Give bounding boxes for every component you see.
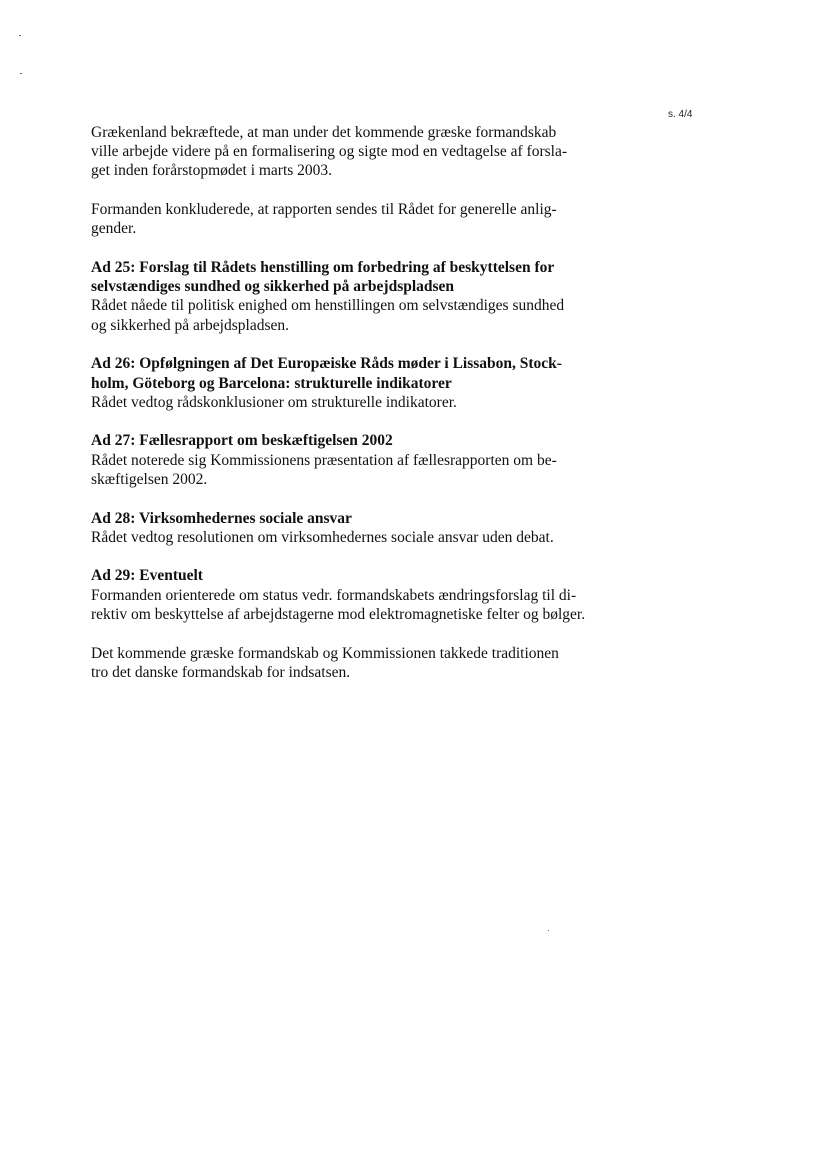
scan-artifact <box>20 73 22 74</box>
agenda-item-text: Rådet noterede sig Kommissionens præsentation af fællesrapporten om be- skæftigelsen 2002. <box>91 451 557 488</box>
agenda-item-25 <box>91 258 621 335</box>
document-body <box>91 123 621 701</box>
agenda-item-heading: Ad 28: Virksomhedernes sociale ansvar <box>91 509 352 527</box>
scan-artifact <box>19 35 21 36</box>
page-number: s. 4/4 <box>668 109 693 120</box>
agenda-item-29 <box>91 566 621 624</box>
agenda-item-28 <box>91 509 621 547</box>
agenda-item-27 <box>91 431 621 489</box>
agenda-item-text: Rådet nåede til politisk enighed om henstillingen om selvstændiges sundhed og sikkerhed på arbejdspladsen. <box>91 297 565 334</box>
agenda-item-heading: Ad 29: Eventuelt <box>91 567 203 585</box>
agenda-item-text: Rådet vedtog resolutionen om virksomhedernes sociale ansvar uden debat. <box>91 528 554 546</box>
agenda-item-heading: Ad 25: Forslag til Rådets henstilling om forbedring af beskyttelsen for selvstændiges sundhed og sikkerhed på arbejdspladsen <box>91 259 555 296</box>
agenda-item-heading: Ad 27: Fællesrapport om beskæftigelsen 2002 <box>91 432 393 450</box>
agenda-item-26 <box>91 354 621 412</box>
intro-paragraph: Grækenland bekræftede, at man under det kommende græske formandskab ville arbejde videre på en formalisering og sigte mod en vedtagelse af forsla- get inden forårstopmødet i marts 2003. <box>91 124 568 180</box>
agenda-item-text: Formanden orienterede om status vedr. formandskabets ændringsforslag til di- rektiv om beskyttelse af arbejdstagerne mod elektromagnetiske felter og bølger. <box>91 586 586 623</box>
agenda-item-heading: Ad 26: Opfølgningen af Det Europæiske Råds møder i Lissabon, Stock- holm, Göteborg og Barcelona: strukturelle indikatorer <box>91 355 562 392</box>
conclusion-paragraph: Formanden konkluderede, at rapporten sendes til Rådet for generelle anlig- gender. <box>91 201 557 238</box>
scan-artifact <box>548 930 549 931</box>
agenda-item-text: Rådet vedtog rådskonklusioner om strukturelle indikatorer. <box>91 393 457 411</box>
closing-paragraph: Det kommende græske formandskab og Kommissionen takkede traditionen tro det danske formandskab for indsatsen. <box>91 644 559 681</box>
